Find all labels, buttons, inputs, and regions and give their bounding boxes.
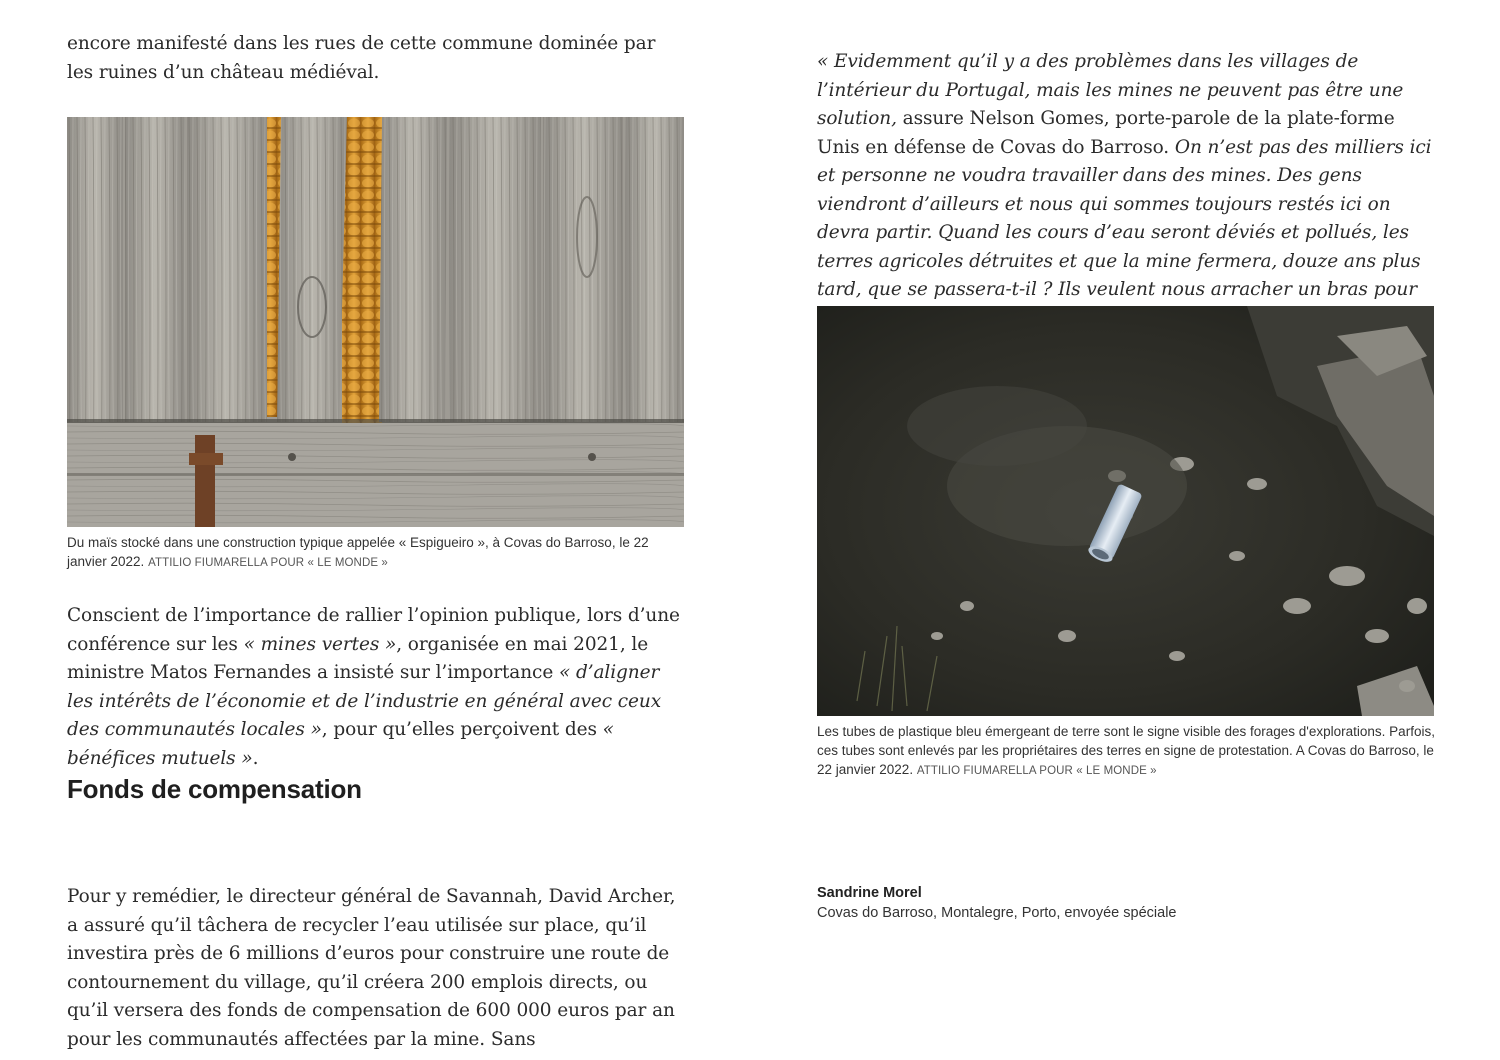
caption-text: Du maïs stocké dans une construction typique appelée « Espigueiro », à Covas do Barroso, le 22 janvier 2022. (67, 535, 649, 569)
photo-tube-caption (817, 722, 1437, 781)
author-name[interactable]: Sandrine Morel (817, 885, 922, 901)
author-block (817, 885, 1437, 921)
photo-corn-caption (67, 533, 687, 573)
quote-italic-1: « Evidemment qu’il y a des problèmes dans les villages de l’intérieur du Portugal, mais les mines ne peuvent pas être une solution, (817, 51, 1404, 129)
caption-text: Les tubes de plastique bleu émergeant de terre sont le signe visible des forages d'explorations. Parfois, ces tubes sont enlevés par les propriétaires des terres en signe de protestation. A Covas do Barroso, le 22 janvier 2022. (817, 724, 1435, 777)
para2-text-3: , pour qu’elles perçoivent des (321, 719, 603, 740)
photo-credit: ATTILIO FIUMARELLA POUR « LE MONDE » (916, 765, 1157, 777)
section-heading: Fonds de compensation (67, 774, 362, 804)
paragraph-ministre (67, 602, 687, 773)
para2-text-4: . (252, 747, 259, 769)
para3-text: Pour y remédier, le directeur général de Savannah, David Archer, a assuré qu’il tâchera de recycler l’eau utilisée sur place, qu’il investira près de 6 millions d’euros pour construire une route de contournement du village, qu’il créera 200 emplois directs, ou qu’il versera des fonds de compensation de 600 000 euros par an pour les communautés affectées par la mine. Sans (67, 886, 676, 1050)
quote-attribution: assure Nelson Gomes, porte-parole de la plate-forme Unis en défense de Covas do Barroso. (817, 108, 1395, 158)
photo-credit: ATTILIO FIUMARELLA POUR « LE MONDE » (148, 557, 388, 569)
plastic-tube-photo (817, 306, 1434, 716)
para2-text-1: Conscient de l’importance de rallier l’opinion publique, lors d’une conférence sur les (67, 605, 680, 655)
photo-corn-figure (67, 117, 687, 573)
left-column (67, 30, 687, 87)
quote-paragraph (817, 48, 1437, 333)
quote-italic-2: On n’est pas des milliers ici et personne ne voudra travailler dans des mines. Des gens viendront d’ailleurs et nous qui sommes toujours restés ici on devra partir. Quand les cours d’eau seront déviés et pollués, les terres agricoles détruites et que la mine fermera, douze ans plus tard, que se passera-t-il ? Ils veulent nous arracher un bras pour (817, 136, 1432, 300)
paragraph-archer (67, 883, 687, 1054)
para2-quote-2: « d’aligner les intérêts de l’économie et de l’industrie en général avec ceux des communautés locales » (67, 662, 662, 740)
corn-espigueiro-photo (67, 117, 684, 527)
para2-quote-3: « bénéfices mutuels » (67, 719, 614, 769)
intro-paragraph: encore manifesté dans les rues de cette commune dominée par les ruines d’un château médiéval. (67, 33, 656, 83)
author-location: Covas do Barroso, Montalegre, Porto, envoyée spéciale (817, 905, 1177, 921)
para2-quote-1: « mines vertes » (243, 633, 397, 655)
para2-text-2: , organisée en mai 2021, le ministre Matos Fernandes a insisté sur l’importance (67, 633, 649, 683)
photo-tube-figure (817, 306, 1437, 781)
